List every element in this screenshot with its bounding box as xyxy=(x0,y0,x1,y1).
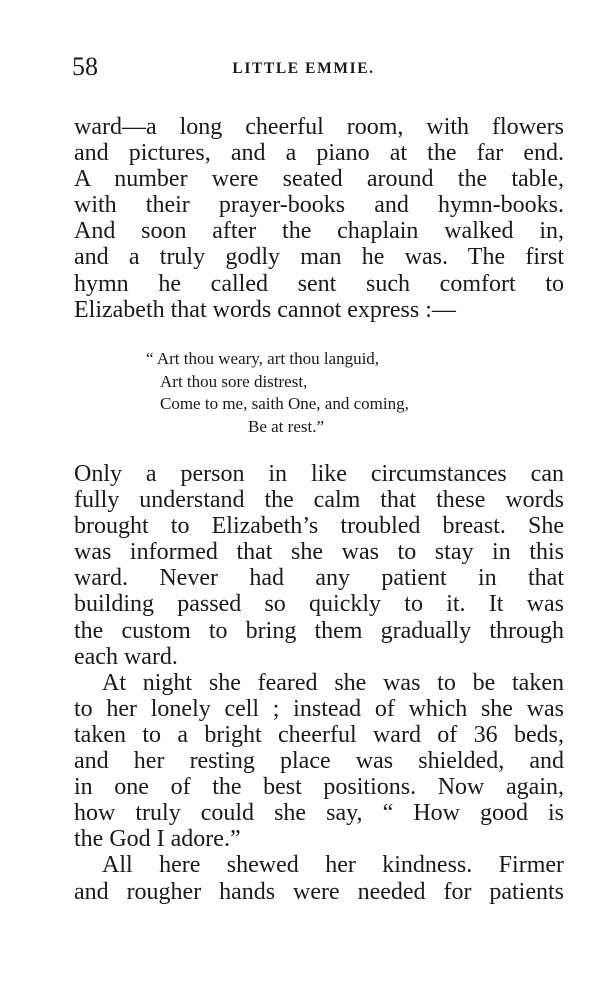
text-line: and a truly godly man he was. The first xyxy=(74,244,564,271)
text-line: and rougher hands were needed for patients xyxy=(74,878,564,905)
verse-line: Art thou sore distrest, xyxy=(160,371,308,391)
text-line: A number were seated around the table, xyxy=(74,166,564,193)
text-line: building passed so quickly to it. It was xyxy=(74,591,564,618)
passage-top xyxy=(74,114,564,323)
text-line: ward—a long cheerful room, with flowers xyxy=(74,114,564,140)
text-line: the custom to bring them gradually through xyxy=(74,617,564,644)
text-line: Elizabeth that words cannot express :— xyxy=(74,296,456,323)
text-line: and her resting place was shielded, and xyxy=(74,748,564,775)
text-line: And soon after the chaplain walked in, xyxy=(74,218,564,245)
text-line: fully understand the calm that these words xyxy=(74,487,564,514)
passage-bottom xyxy=(74,461,564,905)
text-line: each ward. xyxy=(74,643,178,670)
text-line: and pictures, and a piano at the far end. xyxy=(74,140,564,167)
text-line: ward. Never had any patient in that xyxy=(74,565,564,592)
text-line: At night she feared she was to be taken xyxy=(102,669,564,696)
text-line: with their prayer-books and hymn-books. xyxy=(74,192,564,219)
text-line: was informed that she was to stay in this xyxy=(74,539,564,566)
hymn-verse xyxy=(146,348,486,438)
verse-line: Come to me, saith One, and coming, xyxy=(160,394,409,413)
text-line: All here shewed her kindness. Firmer xyxy=(102,852,564,879)
text-line: taken to a bright cheerful ward of 36 beds, xyxy=(74,721,564,748)
text-line: hymn he called sent such comfort to xyxy=(74,270,564,297)
text-line: brought to Elizabeth’s troubled breast. She xyxy=(74,513,564,540)
verse-line: Be at rest.” xyxy=(248,416,324,436)
page-number: 58 xyxy=(72,52,98,81)
running-head: LITTLE EMMIE. xyxy=(232,60,375,77)
text-line: how truly could she say, “ How good is xyxy=(74,800,564,827)
text-line: in one of the best positions. Now again, xyxy=(74,774,564,801)
text-line: Only a person in like circumstances can xyxy=(74,461,564,487)
text-line: the God I adore.” xyxy=(74,826,241,853)
verse-line: “ Art thou weary, art thou languid, xyxy=(146,349,380,368)
text-line: to her lonely cell ; instead of which she was xyxy=(74,695,564,722)
